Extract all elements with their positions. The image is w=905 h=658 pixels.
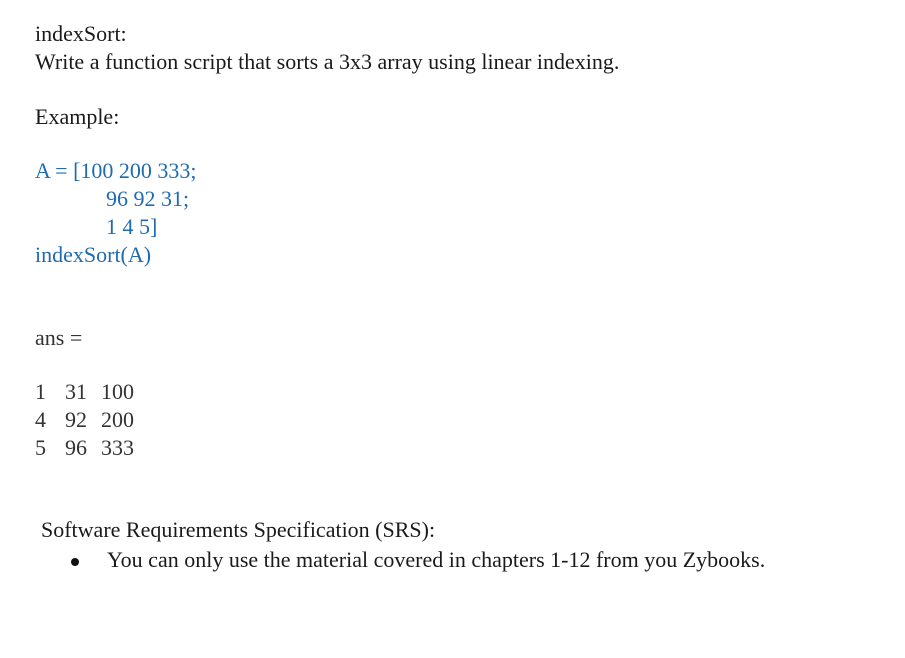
code-line: A = [100 200 333; bbox=[35, 158, 197, 183]
srs-item-text: You can only use the material covered in chapters 1-12 from you Zybooks. bbox=[107, 547, 766, 572]
bullet-icon bbox=[71, 558, 79, 566]
matrix-cell: 100 bbox=[101, 379, 134, 404]
matrix-cell: 5 bbox=[35, 435, 46, 460]
code-line: 96 92 31; bbox=[106, 186, 190, 211]
ans-label: ans = bbox=[35, 325, 83, 350]
code-line: indexSort(A) bbox=[35, 242, 152, 267]
matrix-cell: 1 bbox=[35, 379, 46, 404]
code-line: 1 4 5] bbox=[106, 214, 158, 239]
matrix-cell: 4 bbox=[35, 407, 46, 432]
problem-description: Write a function script that sorts a 3x3 array using linear indexing. bbox=[35, 49, 620, 74]
matrix-cell: 96 bbox=[65, 435, 87, 460]
srs-heading: Software Requirements Specification (SRS): bbox=[41, 517, 436, 542]
example-label: Example: bbox=[35, 104, 120, 129]
matrix-cell: 200 bbox=[101, 407, 134, 432]
matrix-cell: 92 bbox=[65, 407, 87, 432]
problem-title: indexSort: bbox=[35, 21, 127, 46]
matrix-cell: 31 bbox=[65, 379, 87, 404]
matrix-cell: 333 bbox=[101, 435, 134, 460]
